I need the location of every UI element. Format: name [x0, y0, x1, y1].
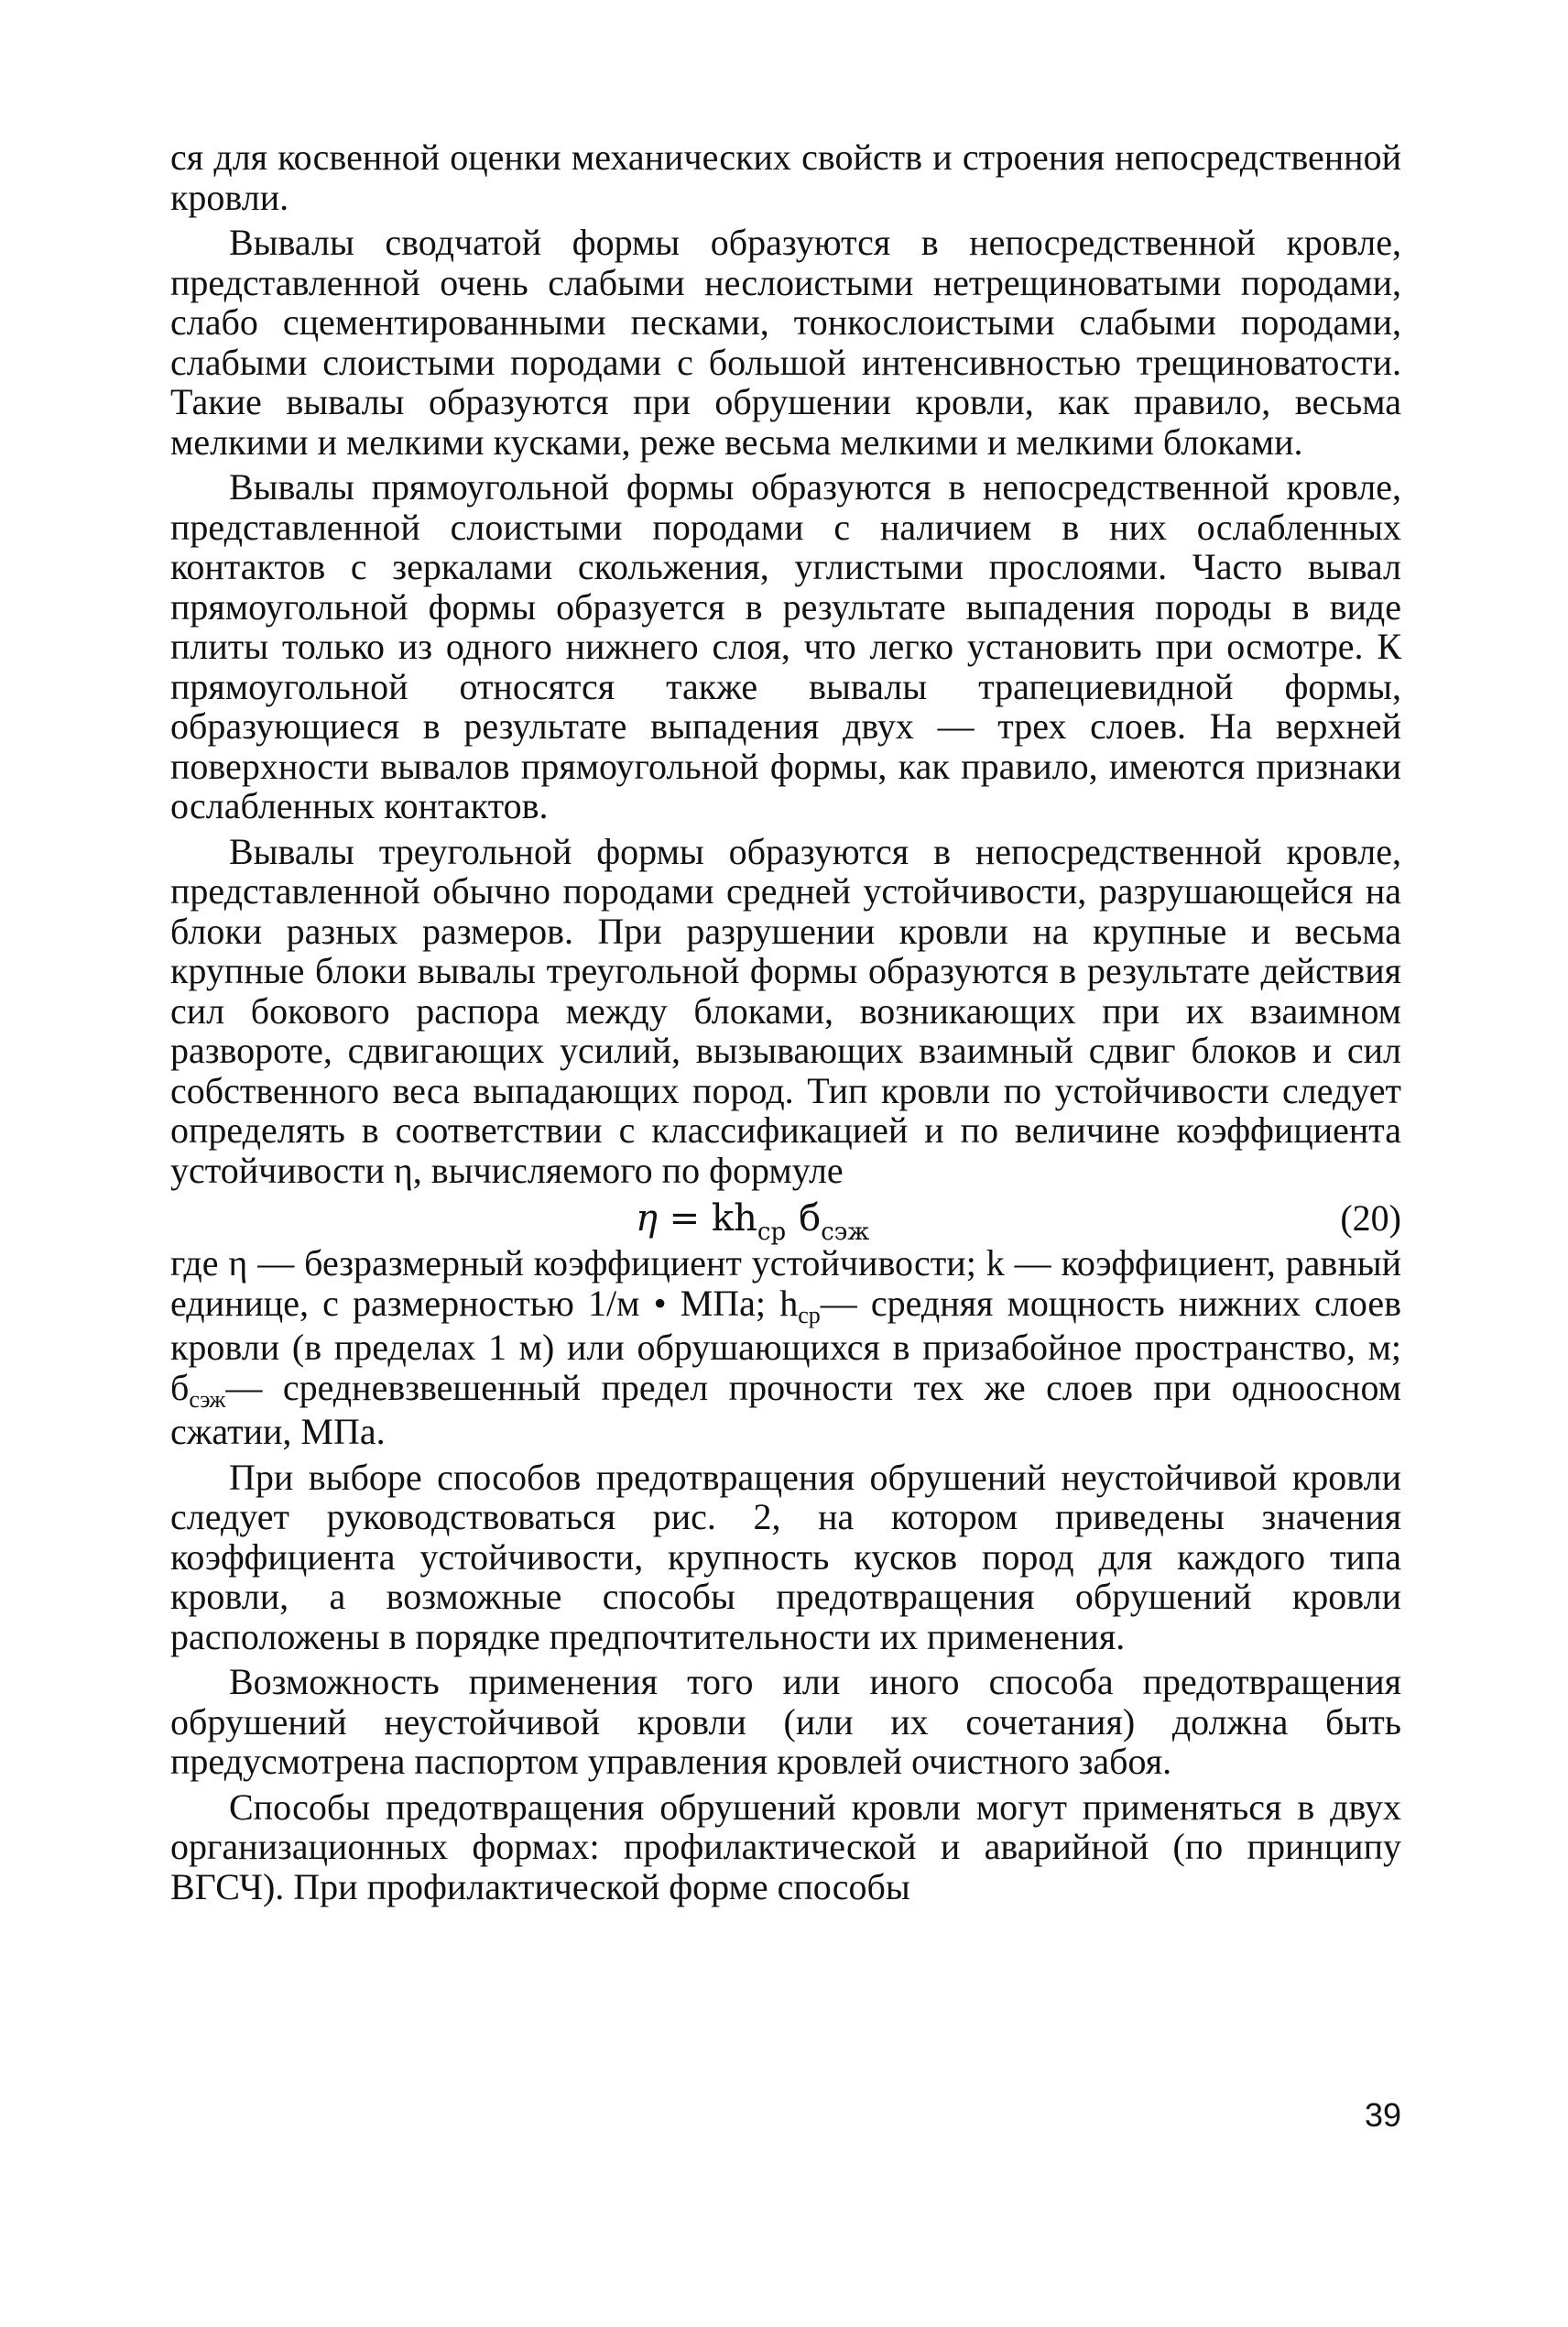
- paragraph-organizational-forms: Способы предотвращения обрушений кровли могут применяться в двух организационных формах: профилактической и аварийной (по принципу ВГСЧ). При профилактической форме способы: [170, 1786, 1401, 1907]
- where-h-subscript: ср: [798, 1301, 821, 1328]
- paragraph-passport: Возможность применения того или иного способа предотвращения обрушений неустойчивой кровли (или их сочетания) должна быть предусмотрена паспортом управления кровлей очистного забоя.: [170, 1661, 1401, 1782]
- page-number: 39: [1364, 2096, 1401, 2134]
- formula-number: (20): [1340, 1197, 1401, 1239]
- where-sigma-subscript: сэж: [189, 1385, 226, 1413]
- formula-eta: η: [636, 1197, 658, 1240]
- paragraph-rectangular-falls: Вывалы прямоугольной формы образуются в непосредственной кровле, представленной слоистыми породами с наличием в них ослабленных контактов с зеркалами скольжения, углистыми прослоями. Часто вывал прямоугольной формы образуется в результате выпадения породы в виде плиты только из одного нижнего слоя, что легко установить при осмотре. К прямоугольной относятся также вывалы трапециевидной формы, образующиеся в результате выпадения двух — трех слоев. На верхней поверхности вывaлов прямоугольной формы, как правило, имеются признаки ослабленных контактов.: [170, 466, 1401, 826]
- stability-formula: [636, 1194, 869, 1248]
- paragraph-continuation: ся для косвенной оценки механических свойств и строения непосредственной кровли.: [170, 137, 1401, 218]
- where-text-part1: где η — безразмерный коэффициент устойчивости; k — коэффициент, равный единице, с размерностью 1/м • МПа; h: [170, 1242, 1401, 1324]
- formula-sigma: б: [799, 1197, 822, 1240]
- where-text-part2: — средняя мощность нижних слоев кровли (в пределах 1 м) или обрушающихся в призабойное пространство, м; б: [170, 1282, 1401, 1408]
- where-text-part3: — средневзвешенный предел прочности тех же слоев при одноосном сжатии, МПа.: [170, 1366, 1401, 1452]
- page-body: [170, 137, 1401, 1906]
- paragraph-method-selection: При выборе способов предотвращения обрушений неустойчивой кровли следует руководствоваться рис. 2, на котором приведены значения коэффициента устойчивости, крупность кусков пород для каждого типа кровли, а возможные способы предотвращения обрушений кровли расположены в порядке предпочтительности их применения.: [170, 1456, 1401, 1657]
- paragraph-vaulted-falls: Вывалы сводчатой формы образуются в непосредственной кровле, представленной очень слабыми неслоистыми нетрещиноватыми породами, слабо сцементированными песками, тонкослоистыми слабыми породами, слабыми слоистыми породами с большой интенсивностью трещиноватости. Такие вывалы образуются при обрушении кровли, как правило, весьма мелкими и мелкими кусками, реже весьма мелкими и мелкими блоками.: [170, 222, 1401, 463]
- formula-h-subscript: ср: [757, 1218, 787, 1246]
- paragraph-triangular-falls: Вывалы треугольной формы образуются в непосредственной кровле, представленной обычно породами средней устойчивости, разрушающейся на блоки разных размеров. При разрушении кровли на крупные и весьма крупные блоки вывалы треугольной формы образуются в результате действия сил бокового распора между блоками, возникающих при их взаимном развороте, сдвигающих усилий, вызывающих взаимный сдвиг блоков и сил собственного веса выпадающих пород. Тип кровли по устойчивости следует определять в соответствии с классификацией и по величине коэффициента устойчивости η, вычисляемого по формуле: [170, 830, 1401, 1191]
- paragraph-where-definitions: [170, 1243, 1401, 1452]
- formula-sigma-subscript: сэж: [821, 1218, 870, 1246]
- formula-equals-kh: = kh: [657, 1197, 757, 1240]
- formula-20: [170, 1194, 1401, 1246]
